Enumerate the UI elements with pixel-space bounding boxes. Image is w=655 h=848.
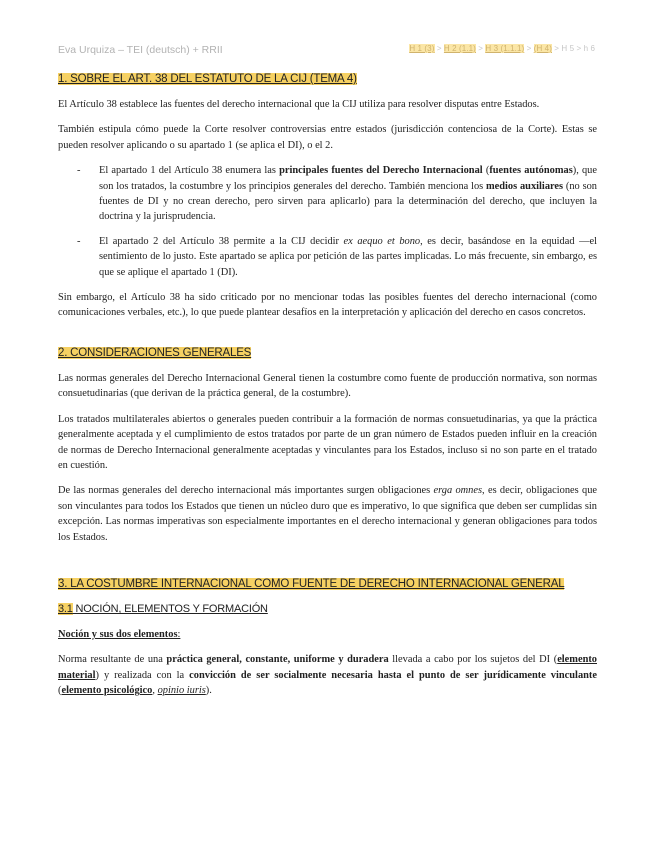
paragraph: De las normas generales del derecho internacional más importantes surgen obligaciones erga omnes, es decir, obligaciones que son vinculantes para todos los Estados que tienen un núcleo duro que es imperativo, lo que significa que deben ser cumplidas sin excepción. Las normas imperativas son especialmente importantes en el derecho internacional y generan obligaciones para todos los Estados. [58,485,598,543]
page-header [58,44,597,58]
list-item: - El apartado 2 del Artículo 38 permite a la CIJ decidir ex aequo et bono, es decir, basándose en la equidad —el sentimiento de lo justo. Este apartado se aplica por petición de las partes implicadas. Lo más frecuente, sin embargo, es que se aplique el apartado 1 (DI). [58,234,597,280]
paragraph: El Artículo 38 establece las fuentes del derecho internacional que la CIJ utiliza para resolver disputas entre Estados. [58,99,540,110]
paragraph: También estipula cómo puede la Corte resolver controversias entre estados (jurisdicción contenciosa de la Corte). Estas se pueden resolver aplicando o su apartado 1 (se aplica el DI), o el 2. [58,124,597,151]
legend-h2: H 2 (1.1) [443,44,476,53]
section-2-heading: 2. CONSIDERACIONES GENERALES [58,346,252,359]
list-item: - El apartado 1 del Artículo 38 enumera las principales fuentes del Derecho Internacional (fuentes autónomas), que son los tratados, la costumbre y los principios generales del derecho. También menciona los medios auxiliares (no son fuentes de DI y no crean derecho, pero sirven para aplicarlo) para la determinación del derecho, que incluyen la doctrina y la jurisprudencia. [58,163,597,225]
bullet-list [58,163,597,280]
header-author: Eva Urquiza – TEI (deutsch) + RRII [58,44,223,56]
legend-separator: > [524,44,534,53]
subsection-3-1-heading: 3.1 NOCIÓN, ELEMENTOS Y FORMACIÓN [58,602,268,615]
legend-h1: H 1 (3) [409,44,435,53]
section-3-heading: 3. LA COSTUMBRE INTERNACIONAL COMO FUENTE DE DERECHO INTERNACIONAL GENERAL [58,577,565,590]
heading-level-legend [409,44,595,53]
paragraph: Los tratados multilaterales abiertos o generales pueden contribuir a la formación de normas consuetudinarias, ya que la práctica generalmente aceptada y el cumplimiento de estos tratados por parte de un gran número de Estados pueden influir en la creación de normas de Derecho Internacional generalmente aceptadas y vinculantes para los Estados, incluso si no son parte en el tratado en cuestión. [58,413,597,471]
legend-h4: (H 4) [533,44,552,53]
legend-rest: > H 5 > h 6 [551,44,595,53]
spacer [58,555,597,577]
legend-separator: > [475,44,486,53]
legend-separator: > [434,44,444,53]
legend-h3: H 3 (1.1.1) [485,44,525,53]
spacer [58,331,597,346]
subheading-nocion: Noción y sus dos elementos: [58,628,181,640]
paragraph: Las normas generales del Derecho Internacional General tienen la costumbre como fuente de producción normativa, son normas consuetudinarias (que derivan de la práctica general, de la costumbre). [58,372,597,400]
document-body [58,72,597,709]
paragraph: Norma resultante de una práctica general, constante, uniforme y duradera llevada a cabo por los sujetos del DI (elemento material) y realizada con la convicción de ser socialmente necesaria hasta el punto de ser jurídicamente vinculante (elemento psicológico, opinio iuris). [58,654,597,697]
paragraph: Sin embargo, el Artículo 38 ha sido criticado por no mencionar todas las posibles fuentes del derecho internacional (como comunicaciones verbales, etc.), lo que puede plantear desafíos en la interpretación y aplicación del derecho en casos concretos. [58,292,597,319]
section-1-heading: 1. SOBRE EL ART. 38 DEL ESTATUTO DE LA CIJ (TEMA 4) [58,73,357,85]
